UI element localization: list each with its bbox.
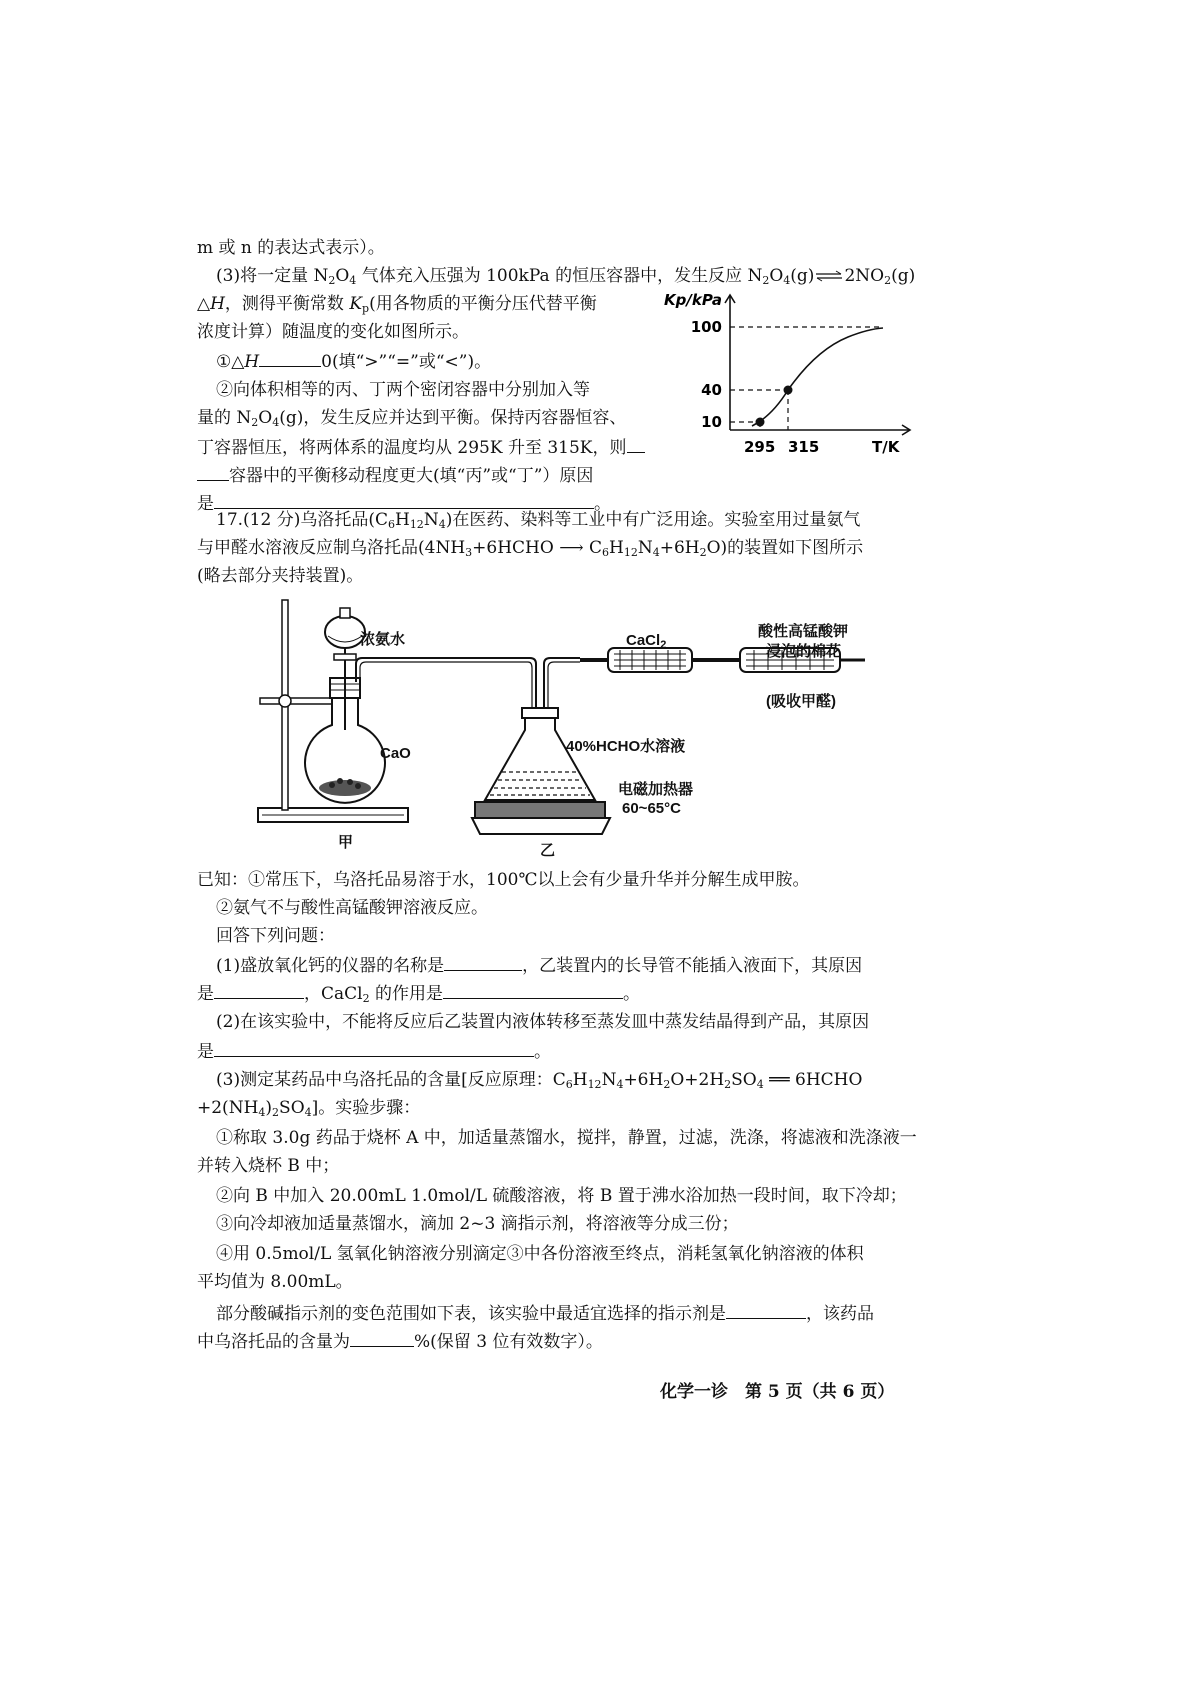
apparatus-jia-label: 甲	[338, 833, 354, 851]
answer-blank[interactable]	[443, 980, 623, 999]
indicator-line1: 部分酸碱指示剂的变色范围如下表，该实验中最适宜选择的指示剂是 ，该药品	[216, 1300, 874, 1326]
indicator-line2: 中乌洛托品的含量为 %(保留 3 位有效数字）。	[197, 1328, 603, 1354]
answer-blank[interactable]	[726, 1300, 806, 1319]
q16-sub2-l3: 丁容器恒压，将两体系的温度均从 295K 升至 315K，则	[197, 434, 645, 460]
y-axis-label: Kp/kPa	[664, 291, 722, 309]
answer-blank[interactable]	[444, 952, 522, 971]
clamp	[260, 698, 340, 704]
delta-h-line: △H，测得平衡常数 $K_p$(用各物质的平衡分压代替平衡	[197, 294, 597, 315]
known-2: ②氨气不与酸性高锰酸钾溶液反应。	[216, 898, 488, 918]
concentration-line: 浓度计算）随温度的变化如图所示。	[197, 322, 469, 342]
kmno4-label-2: 浸泡的棉花	[766, 643, 842, 660]
q16-sub2-l1: ②向体积相等的丙、丁两个密闭容器中分别加入等	[216, 380, 590, 400]
q17-1-line2: 是 ，CaCl$_2$ 的作用是 。	[197, 980, 640, 1011]
data-point	[756, 418, 765, 427]
magnetic-heater	[475, 802, 605, 818]
step-2: ②向 B 中加入 20.00mL 1.0mol/L 硫酸溶液，将 B 置于沸水浴加热一段时间，取下冷却；	[216, 1186, 907, 1206]
separatory-funnel	[325, 616, 365, 648]
step-4-line2: 平均值为 8.00mL。	[197, 1272, 353, 1292]
q16-sub1: ①△H 0(填“>”“=”或“<”)。	[216, 348, 491, 374]
q16-sub2-l4: 容器中的平衡移动程度更大(填“丙”或“丁”）原因	[197, 462, 593, 488]
hcho-label: 40%HCHO水溶液	[566, 738, 686, 755]
kp-curve	[752, 328, 883, 426]
answer-blank[interactable]	[197, 462, 229, 481]
q16-sub2-l5: 是 。	[197, 490, 611, 516]
step-3: ③向冷却液加适量蒸馏水，滴加 2~3 滴指示剂，将溶液等分成三份；	[216, 1214, 739, 1234]
q17-line2: 与甲醛水溶液反应制乌洛托品($4NH_3+6HCHO$ ⟶ $C_6H_{12}N_4+6H_2O$)的装置如下图所示	[197, 538, 864, 559]
q16-sub2-l2: 量的 $N_2O_4(g)$，发生反应并达到平衡。保持丙容器恒容、	[197, 408, 627, 429]
q17-3-line1: (3)测定某药品中乌洛托品的含量[反应原理：$C_6H_{12}N_4+6H_2O+2H_2SO_4$ ══ 6HCHO	[216, 1070, 863, 1091]
answer-prompt: 回答下列问题：	[216, 926, 335, 946]
kmno4-label-1: 酸性高锰酸钾	[758, 623, 849, 640]
step-4-line1: ④用 0.5mol/L 氢氧化钠溶液分别滴定③中各份溶液至终点，消耗氢氧化钠溶液的体积	[216, 1244, 864, 1264]
x-tick-label: 315	[788, 438, 820, 456]
heater-label-1: 电磁加热器	[618, 781, 694, 798]
ammonia-label: 浓氨水	[360, 631, 406, 648]
kp-temperature-chart	[660, 285, 920, 460]
known-1: 已知：①常压下，乌洛托品易溶于水，100℃以上会有少量升华并分解生成甲胺。	[197, 870, 810, 890]
delivery-tube	[356, 658, 536, 750]
q17-2-line1: (2)在该实验中，不能将反应后乙装置内液体转移至蒸发皿中蒸发结晶得到产品，其原因	[216, 1012, 870, 1032]
q17-2-line2: 是 。	[197, 1038, 551, 1064]
answer-blank[interactable]	[214, 490, 594, 509]
conical-stopper	[522, 708, 558, 718]
q17-3-line2: $+2(NH_4)_2SO_4$]。实验步骤：	[197, 1098, 421, 1119]
y-tick-label: 10	[701, 413, 722, 431]
apparatus-yi-label: 乙	[540, 841, 556, 859]
answer-blank[interactable]	[350, 1328, 414, 1347]
answer-blank[interactable]	[214, 980, 304, 999]
cacl2-label: CaCl$_2$	[626, 632, 667, 651]
y-tick-label: 100	[690, 318, 722, 336]
q17-1-line1: (1)盛放氧化钙的仪器的名称是 ，乙装置内的长导管不能插入液面下，其原因	[216, 952, 862, 978]
data-point	[784, 386, 793, 395]
q17-line3: (略去部分夹持装置)。	[197, 566, 364, 586]
step-1-line1: ①称取 3.0g 药品于烧杯 A 中，加适量蒸馏水，搅拌，静置，过滤，洗涤，将滤液和洗涤液一	[216, 1128, 917, 1148]
page-footer: 化学一诊 第 5 页（共 6 页）	[660, 1382, 895, 1402]
x-tick-label: 295	[744, 438, 776, 456]
answer-blank[interactable]	[627, 434, 645, 453]
y-tick-label: 40	[701, 381, 722, 399]
cao-label: CaO	[380, 745, 411, 762]
x-axis-label: T/K	[872, 438, 900, 456]
mn-expression-line: m 或 n 的表达式表示）。	[197, 238, 385, 258]
q17-line1: 17.(12 分)乌洛托品$(C_6H_{12}N_4)$在医药、染料等工业中有广泛用途。实验室用过量氨气	[216, 510, 861, 531]
answer-blank[interactable]	[214, 1038, 534, 1057]
q16-part3-line: (3)将一定量 $N_2O_4$ 气体充入压强为 100kPa 的恒压容器中，发生反应 $N_2O_4(g)$ $2NO_2(g)$	[216, 266, 916, 287]
heater-label-2: 60~65°C	[622, 800, 681, 817]
absorb-label: (吸收甲醛)	[766, 693, 836, 710]
step-1-line2: 并转入烧杯 B 中；	[197, 1156, 340, 1176]
answer-blank[interactable]	[259, 348, 321, 367]
